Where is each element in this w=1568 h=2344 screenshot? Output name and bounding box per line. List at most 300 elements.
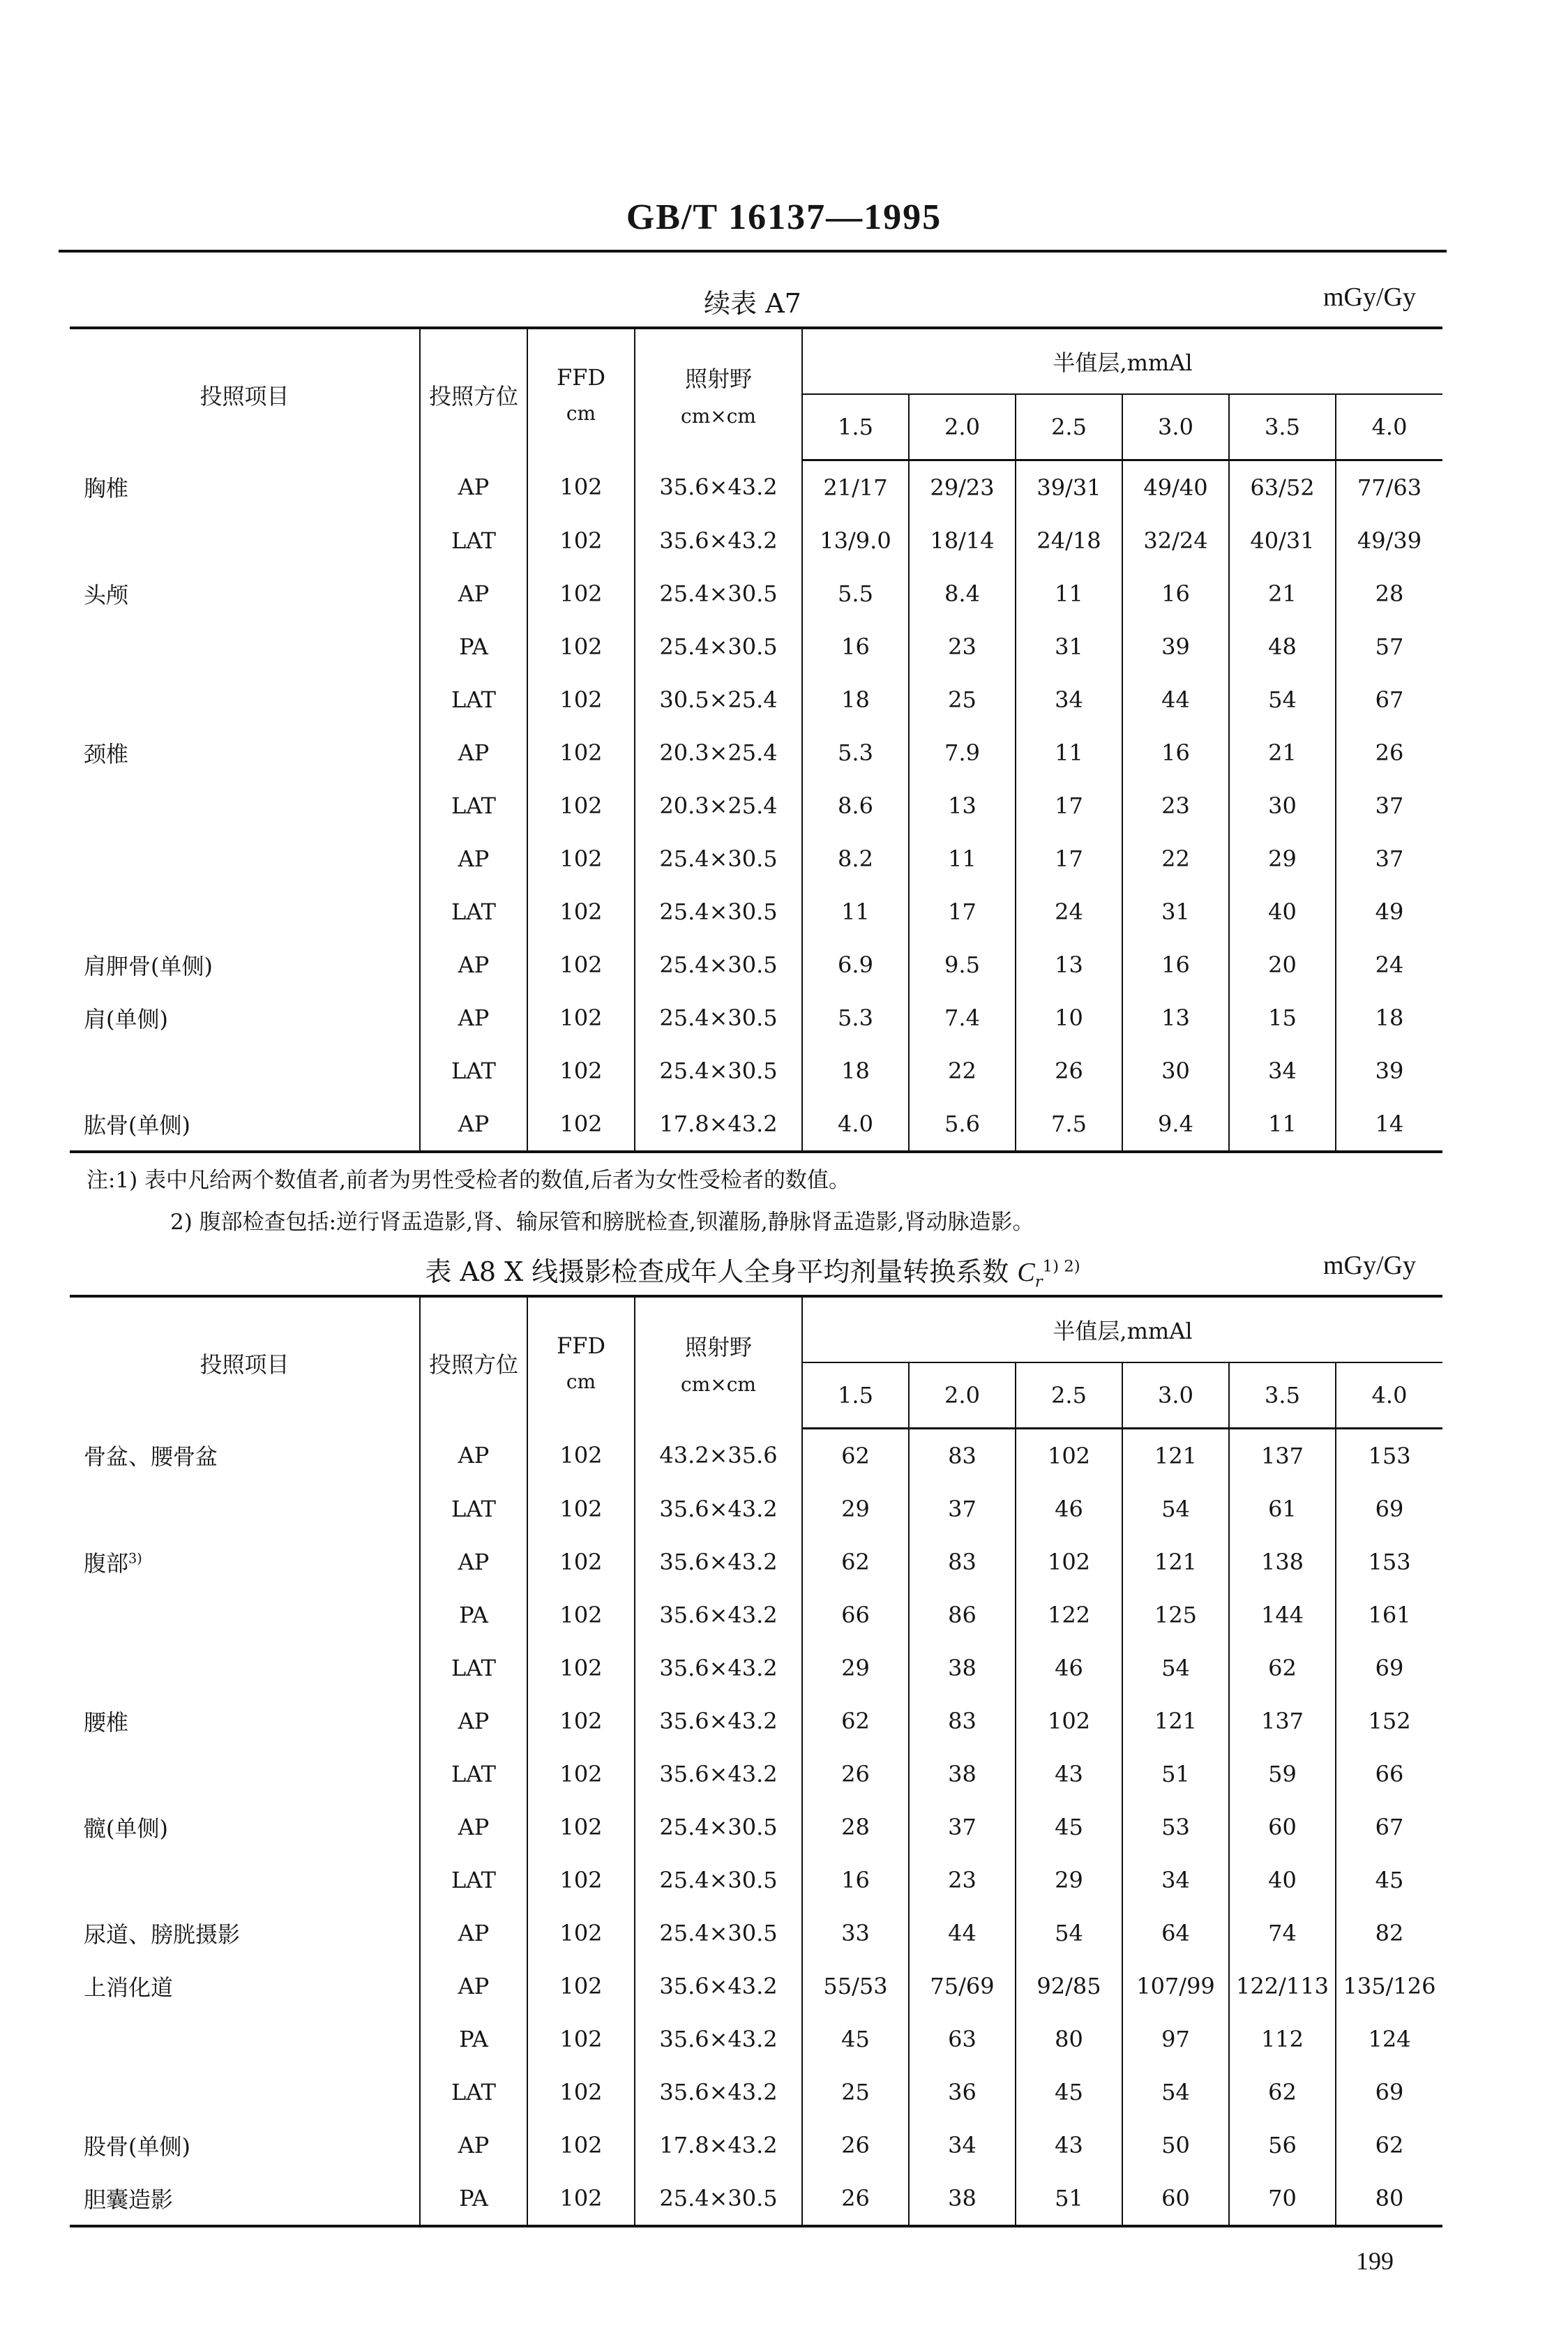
- cell-value: 102: [1016, 1695, 1122, 1748]
- cell-value: 22: [909, 1044, 1016, 1097]
- cell-value: 63: [909, 2013, 1016, 2066]
- cell-field: 25.4×30.5: [635, 1907, 802, 1960]
- cell-value: 67: [1375, 1814, 1404, 1840]
- cell-value: 32/24: [1122, 514, 1229, 567]
- cell-value: 62: [1229, 1641, 1336, 1695]
- cell-value: 124: [1368, 2026, 1411, 2052]
- col-header-field: [635, 328, 802, 460]
- cell-value: 56: [1229, 2119, 1336, 2172]
- cell-value: 29/23: [909, 460, 1016, 515]
- cell-ffd: 102: [527, 726, 635, 779]
- cell-field: 25.4×30.5: [635, 1801, 802, 1854]
- cell-item: [70, 1588, 420, 1641]
- cell-value: 62: [1229, 2066, 1336, 2119]
- cell-ffd: 102: [527, 1748, 635, 1801]
- cell-position: AP: [420, 726, 527, 779]
- field-unit: cm×cm: [681, 1373, 756, 1397]
- cell-value: 38: [909, 1748, 1016, 1801]
- table-row: [70, 460, 1442, 515]
- cell-ffd: 102: [527, 1482, 635, 1535]
- col-header-item: 投照项目: [70, 328, 420, 460]
- cell-value: 66: [802, 1588, 909, 1641]
- cell-value: 92/85: [1016, 1960, 1122, 2013]
- cell-item: [70, 1960, 420, 2013]
- cell-value: 60: [1122, 2172, 1229, 2226]
- cell-value: 22: [1122, 832, 1229, 885]
- cell-value: 21: [1229, 726, 1336, 779]
- table-row: [70, 2013, 1442, 2066]
- ffd-label: FFD: [556, 364, 606, 391]
- table-a8-title-symbol: C: [1017, 1258, 1035, 1287]
- cell-value: 62: [1375, 2132, 1404, 2158]
- cell-value: 17: [1016, 832, 1122, 885]
- cell-value: 38: [909, 2172, 1016, 2226]
- cell-value: 49/39: [1357, 527, 1422, 554]
- cell-value: 6.9: [802, 938, 909, 991]
- cell-position: LAT: [420, 2066, 527, 2119]
- cell-value: 16: [1122, 726, 1229, 779]
- cell-field: 30.5×25.4: [635, 673, 802, 726]
- item-label: 胸椎: [84, 475, 129, 502]
- cell-item: [70, 514, 420, 567]
- cell-value: 45: [1016, 1801, 1122, 1854]
- cell-field: 17.8×43.2: [635, 1097, 802, 1152]
- cell-position: AP: [420, 1960, 527, 2013]
- cell-value: 7.9: [909, 726, 1016, 779]
- cell-value: 29: [1016, 1854, 1122, 1907]
- cell-field: 35.6×43.2: [635, 2066, 802, 2119]
- cell-value: 97: [1122, 2013, 1229, 2066]
- table-row: [70, 1960, 1442, 2013]
- cell-field: 25.4×30.5: [635, 832, 802, 885]
- table-row: [70, 1429, 1442, 1483]
- cell-item: [70, 460, 420, 515]
- cell-value: 125: [1122, 1588, 1229, 1641]
- cell-value: 69: [1375, 2079, 1404, 2105]
- cell-value: 86: [909, 1588, 1016, 1641]
- table-row: [70, 673, 1442, 726]
- cell-value: 26: [1375, 739, 1404, 766]
- item-label: 头颅: [84, 582, 129, 608]
- cell-item: [70, 726, 420, 779]
- cell-value: 107/99: [1122, 1960, 1229, 2013]
- cell-value: 121: [1122, 1429, 1229, 1483]
- cell-value: 21: [1229, 567, 1336, 620]
- cell-value: 16: [802, 620, 909, 673]
- cell-ffd: 102: [527, 1801, 635, 1854]
- cell-value: 18: [802, 673, 909, 726]
- cell-field: 25.4×30.5: [635, 885, 802, 938]
- cell-ffd: 102: [527, 1097, 635, 1152]
- cell-ffd: 102: [527, 2119, 635, 2172]
- col-header-position: 投照方位: [420, 328, 527, 460]
- cell-position: AP: [420, 1801, 527, 1854]
- header-rule: [59, 250, 1447, 253]
- cell-value: 11: [1016, 726, 1122, 779]
- col-header-hvl: 4.0: [1336, 394, 1442, 460]
- table-row: [70, 2119, 1442, 2172]
- cell-value: 24: [1375, 952, 1404, 978]
- item-label: 上消化道: [84, 1974, 174, 2001]
- cell-value: 83: [909, 1535, 1016, 1588]
- table-row: [70, 1854, 1442, 1907]
- cell-value: 63/52: [1229, 460, 1336, 515]
- cell-ffd: 102: [527, 938, 635, 991]
- cell-value: 21/17: [802, 460, 909, 515]
- col-header-hvl: 2.0: [909, 394, 1016, 460]
- cell-item: [70, 673, 420, 726]
- cell-value: 69: [1375, 1655, 1404, 1681]
- cell-field: 35.6×43.2: [635, 1748, 802, 1801]
- cell-item: [70, 832, 420, 885]
- cell-value: 20: [1229, 938, 1336, 991]
- cell-field: 35.6×43.2: [635, 1960, 802, 2013]
- table-row: [70, 567, 1442, 620]
- cell-value: 11: [1229, 1097, 1336, 1152]
- cell-position: LAT: [420, 673, 527, 726]
- cell-value: 62: [802, 1429, 909, 1483]
- cell-field: 35.6×43.2: [635, 514, 802, 567]
- item-label: 肱骨(单侧): [84, 1112, 190, 1139]
- cell-value: 44: [909, 1907, 1016, 1960]
- table-row: [70, 1097, 1442, 1152]
- table-row: [70, 1588, 1442, 1641]
- cell-value: 18: [1375, 1005, 1404, 1031]
- cell-value: 57: [1375, 633, 1404, 660]
- cell-value: 18/14: [909, 514, 1016, 567]
- cell-ffd: 102: [527, 1960, 635, 2013]
- cell-position: AP: [420, 832, 527, 885]
- cell-field: 25.4×30.5: [635, 567, 802, 620]
- cell-value: 60: [1229, 1801, 1336, 1854]
- field-label: 照射野: [684, 1334, 752, 1361]
- cell-value: 11: [802, 885, 909, 938]
- cell-ffd: 102: [527, 620, 635, 673]
- cell-value: 59: [1229, 1748, 1336, 1801]
- cell-value: 4.0: [802, 1097, 909, 1152]
- cell-ffd: 102: [527, 1044, 635, 1097]
- cell-value: 77/63: [1357, 474, 1422, 501]
- cell-value: 54: [1016, 1907, 1122, 1960]
- cell-position: LAT: [420, 514, 527, 567]
- cell-value: 69: [1375, 1496, 1404, 1522]
- cell-value: 28: [802, 1801, 909, 1854]
- cell-value: 18: [802, 1044, 909, 1097]
- cell-value: 25: [909, 673, 1016, 726]
- cell-value: 8.2: [802, 832, 909, 885]
- cell-item: [70, 885, 420, 938]
- cell-field: 43.2×35.6: [635, 1429, 802, 1483]
- cell-value: 39/31: [1016, 460, 1122, 515]
- cell-value: 16: [1122, 567, 1229, 620]
- cell-value: 5.3: [802, 726, 909, 779]
- cell-value: 13/9.0: [802, 514, 909, 567]
- item-label: 肩胛骨(单侧): [84, 953, 213, 979]
- cell-value: 31: [1122, 885, 1229, 938]
- cell-value: 45: [1016, 2066, 1122, 2119]
- ffd-unit: cm: [566, 402, 596, 426]
- cell-value: 29: [1229, 832, 1336, 885]
- col-header-hvl-group: 半值层,mmAl: [802, 328, 1442, 394]
- cell-value: 24: [1016, 885, 1122, 938]
- cell-value: 44: [1122, 673, 1229, 726]
- col-header-ffd: [527, 328, 635, 460]
- cell-value: 137: [1229, 1429, 1336, 1483]
- cell-value: 67: [1375, 686, 1404, 713]
- cell-field: 25.4×30.5: [635, 1854, 802, 1907]
- table-row: [70, 991, 1442, 1044]
- cell-value: 16: [1122, 938, 1229, 991]
- cell-field: 35.6×43.2: [635, 1482, 802, 1535]
- field-label: 照射野: [684, 366, 752, 393]
- cell-position: LAT: [420, 1748, 527, 1801]
- cell-value: 26: [802, 2172, 909, 2226]
- cell-field: 25.4×30.5: [635, 991, 802, 1044]
- cell-value: 62: [802, 1695, 909, 1748]
- cell-item: [70, 1641, 420, 1695]
- table-row: [70, 1907, 1442, 1960]
- cell-position: LAT: [420, 1044, 527, 1097]
- cell-ffd: 102: [527, 779, 635, 832]
- cell-value: 43: [1016, 2119, 1122, 2172]
- cell-ffd: 102: [527, 1588, 635, 1641]
- cell-value: 83: [909, 1429, 1016, 1483]
- cell-value: 28: [1375, 580, 1404, 607]
- cell-value: 9.5: [909, 938, 1016, 991]
- cell-value: 45: [802, 2013, 909, 2066]
- cell-value: 7.4: [909, 991, 1016, 1044]
- cell-ffd: 102: [527, 1695, 635, 1748]
- cell-item: [70, 1695, 420, 1748]
- cell-value: 38: [909, 1641, 1016, 1695]
- cell-position: LAT: [420, 885, 527, 938]
- col-header-field: [635, 1296, 802, 1429]
- cell-value: 16: [802, 1854, 909, 1907]
- cell-ffd: 102: [527, 1907, 635, 1960]
- col-header-hvl: 3.5: [1229, 394, 1336, 460]
- cell-ffd: 102: [527, 460, 635, 515]
- cell-value: 23: [1122, 779, 1229, 832]
- cell-position: AP: [420, 1907, 527, 1960]
- cell-value: 121: [1122, 1695, 1229, 1748]
- cell-value: 23: [909, 1854, 1016, 1907]
- table-a7-title: 续表 A7: [704, 288, 801, 319]
- cell-value: 37: [1375, 846, 1404, 872]
- cell-value: 30: [1122, 1044, 1229, 1097]
- table-row: [70, 514, 1442, 567]
- cell-value: 37: [1375, 792, 1404, 819]
- cell-value: 46: [1016, 1482, 1122, 1535]
- table-a8-title-sup: 1) 2): [1042, 1257, 1080, 1276]
- cell-position: PA: [420, 2013, 527, 2066]
- cell-item: [70, 1535, 420, 1588]
- cell-position: AP: [420, 1429, 527, 1483]
- cell-value: 122: [1016, 1588, 1122, 1641]
- cell-value: 45: [1375, 1867, 1404, 1893]
- cell-value: 144: [1229, 1588, 1336, 1641]
- cell-value: 17: [1016, 779, 1122, 832]
- cell-value: 26: [802, 2119, 909, 2172]
- cell-value: 102: [1016, 1535, 1122, 1588]
- field-unit: cm×cm: [681, 405, 756, 428]
- cell-value: 83: [909, 1695, 1016, 1748]
- cell-value: 66: [1375, 1761, 1404, 1787]
- cell-item: [70, 1482, 420, 1535]
- table-row: [70, 885, 1442, 938]
- cell-ffd: 102: [527, 991, 635, 1044]
- cell-value: 64: [1122, 1907, 1229, 1960]
- cell-value: 24/18: [1016, 514, 1122, 567]
- table-row: [70, 832, 1442, 885]
- standard-code: GB/T 16137—1995: [626, 197, 942, 237]
- ffd-unit: cm: [566, 1370, 596, 1394]
- cell-value: 54: [1122, 1482, 1229, 1535]
- col-header-hvl: 3.5: [1229, 1362, 1336, 1429]
- cell-value: 82: [1375, 1920, 1404, 1946]
- cell-ffd: 102: [527, 2066, 635, 2119]
- cell-value: 51: [1016, 2172, 1122, 2226]
- table-a8-title: [59, 1250, 1447, 1291]
- cell-position: AP: [420, 938, 527, 991]
- cell-item: [70, 1429, 420, 1483]
- cell-value: 29: [802, 1482, 909, 1535]
- cell-field: 35.6×43.2: [635, 1588, 802, 1641]
- cell-value: 54: [1229, 673, 1336, 726]
- cell-field: 35.6×43.2: [635, 1535, 802, 1588]
- table-row: [70, 1482, 1442, 1535]
- col-header-hvl: 2.5: [1016, 394, 1122, 460]
- cell-item: [70, 567, 420, 620]
- col-header-ffd: [527, 1296, 635, 1429]
- cell-value: 54: [1122, 1641, 1229, 1695]
- cell-value: 137: [1229, 1695, 1336, 1748]
- cell-value: 138: [1229, 1535, 1336, 1588]
- cell-position: AP: [420, 1695, 527, 1748]
- cell-value: 13: [1016, 938, 1122, 991]
- table-a7: [70, 326, 1442, 1153]
- page-header: [0, 197, 1568, 238]
- cell-item: [70, 1801, 420, 1854]
- cell-value: 61: [1229, 1482, 1336, 1535]
- cell-value: 5.3: [802, 991, 909, 1044]
- page-number: 199: [1356, 2247, 1394, 2275]
- cell-value: 7.5: [1016, 1097, 1122, 1152]
- table-a8-unit: mGy/Gy: [1323, 1251, 1416, 1280]
- cell-position: LAT: [420, 1641, 527, 1695]
- cell-field: 25.4×30.5: [635, 620, 802, 673]
- cell-item: [70, 2119, 420, 2172]
- cell-value: 15: [1229, 991, 1336, 1044]
- cell-value: 9.4: [1122, 1097, 1229, 1152]
- cell-value: 40: [1229, 1854, 1336, 1907]
- col-header-hvl: 3.0: [1122, 1362, 1229, 1429]
- cell-ffd: 102: [527, 1854, 635, 1907]
- cell-item: [70, 779, 420, 832]
- cell-field: 35.6×43.2: [635, 1695, 802, 1748]
- table-a8-title-sub: r: [1034, 1272, 1043, 1291]
- cell-value: 8.6: [802, 779, 909, 832]
- cell-item: [70, 1044, 420, 1097]
- cell-position: PA: [420, 1588, 527, 1641]
- item-label: 尿道、膀胱摄影: [84, 1921, 241, 1948]
- item-label: 腰椎: [84, 1709, 129, 1736]
- cell-value: 37: [909, 1482, 1016, 1535]
- cell-position: AP: [420, 1097, 527, 1152]
- cell-value: 121: [1122, 1535, 1229, 1588]
- cell-value: 17: [909, 885, 1016, 938]
- cell-value: 5.6: [909, 1097, 1016, 1152]
- cell-item: [70, 1907, 420, 1960]
- cell-value: 161: [1368, 1602, 1411, 1628]
- cell-value: 51: [1122, 1748, 1229, 1801]
- cell-item: [70, 620, 420, 673]
- ffd-label: FFD: [556, 1332, 606, 1360]
- table-row: [70, 1695, 1442, 1748]
- cell-value: 62: [802, 1535, 909, 1588]
- cell-value: 34: [1122, 1854, 1229, 1907]
- cell-value: 55/53: [802, 1960, 909, 2013]
- cell-value: 50: [1122, 2119, 1229, 2172]
- cell-value: 40: [1229, 885, 1336, 938]
- item-label: 骨盆、腰骨盆: [84, 1443, 218, 1471]
- cell-value: 49: [1375, 899, 1404, 925]
- table-a8: [70, 1295, 1442, 2227]
- cell-value: 11: [1016, 567, 1122, 620]
- cell-value: 11: [909, 832, 1016, 885]
- item-label: 股骨(单侧): [84, 2133, 190, 2160]
- cell-value: 75/69: [909, 1960, 1016, 2013]
- table-row: [70, 938, 1442, 991]
- cell-value: 153: [1368, 1443, 1411, 1469]
- cell-value: 26: [1016, 1044, 1122, 1097]
- cell-value: 112: [1229, 2013, 1336, 2066]
- cell-ffd: 102: [527, 1535, 635, 1588]
- cell-value: 102: [1016, 1429, 1122, 1483]
- note-1: 注:1) 表中凡给两个数值者,前者为男性受检者的数值,后者为女性受检者的数值。: [86, 1168, 850, 1193]
- cell-value: 10: [1016, 991, 1122, 1044]
- cell-value: 152: [1368, 1708, 1411, 1734]
- cell-value: 122/113: [1229, 1960, 1336, 2013]
- item-label: 胆囊造影: [84, 2186, 174, 2213]
- item-footnote-mark: 3): [128, 1550, 142, 1567]
- col-header-hvl: 3.0: [1122, 394, 1229, 460]
- table-row: [70, 1748, 1442, 1801]
- cell-item: [70, 938, 420, 991]
- table-row: [70, 1641, 1442, 1695]
- col-header-item: 投照项目: [70, 1296, 420, 1429]
- cell-position: AP: [420, 2119, 527, 2172]
- cell-value: 8.4: [909, 567, 1016, 620]
- cell-value: 29: [802, 1641, 909, 1695]
- item-label: 髋(单侧): [84, 1815, 168, 1842]
- table-row: [70, 779, 1442, 832]
- cell-position: LAT: [420, 1482, 527, 1535]
- cell-value: 37: [909, 1801, 1016, 1854]
- col-header-hvl: 4.0: [1336, 1362, 1442, 1429]
- cell-value: 13: [909, 779, 1016, 832]
- cell-field: 35.6×43.2: [635, 460, 802, 515]
- cell-value: 70: [1229, 2172, 1336, 2226]
- cell-value: 14: [1336, 1097, 1442, 1152]
- cell-ffd: 102: [527, 1641, 635, 1695]
- cell-value: 46: [1016, 1641, 1122, 1695]
- cell-field: 17.8×43.2: [635, 2119, 802, 2172]
- cell-field: 35.6×43.2: [635, 2013, 802, 2066]
- table-a8-title-text: 表 A8 X 线摄影检查成年人全身平均剂量转换系数: [425, 1256, 1018, 1287]
- cell-value: 31: [1016, 620, 1122, 673]
- cell-item: [70, 2066, 420, 2119]
- cell-item: [70, 1097, 420, 1152]
